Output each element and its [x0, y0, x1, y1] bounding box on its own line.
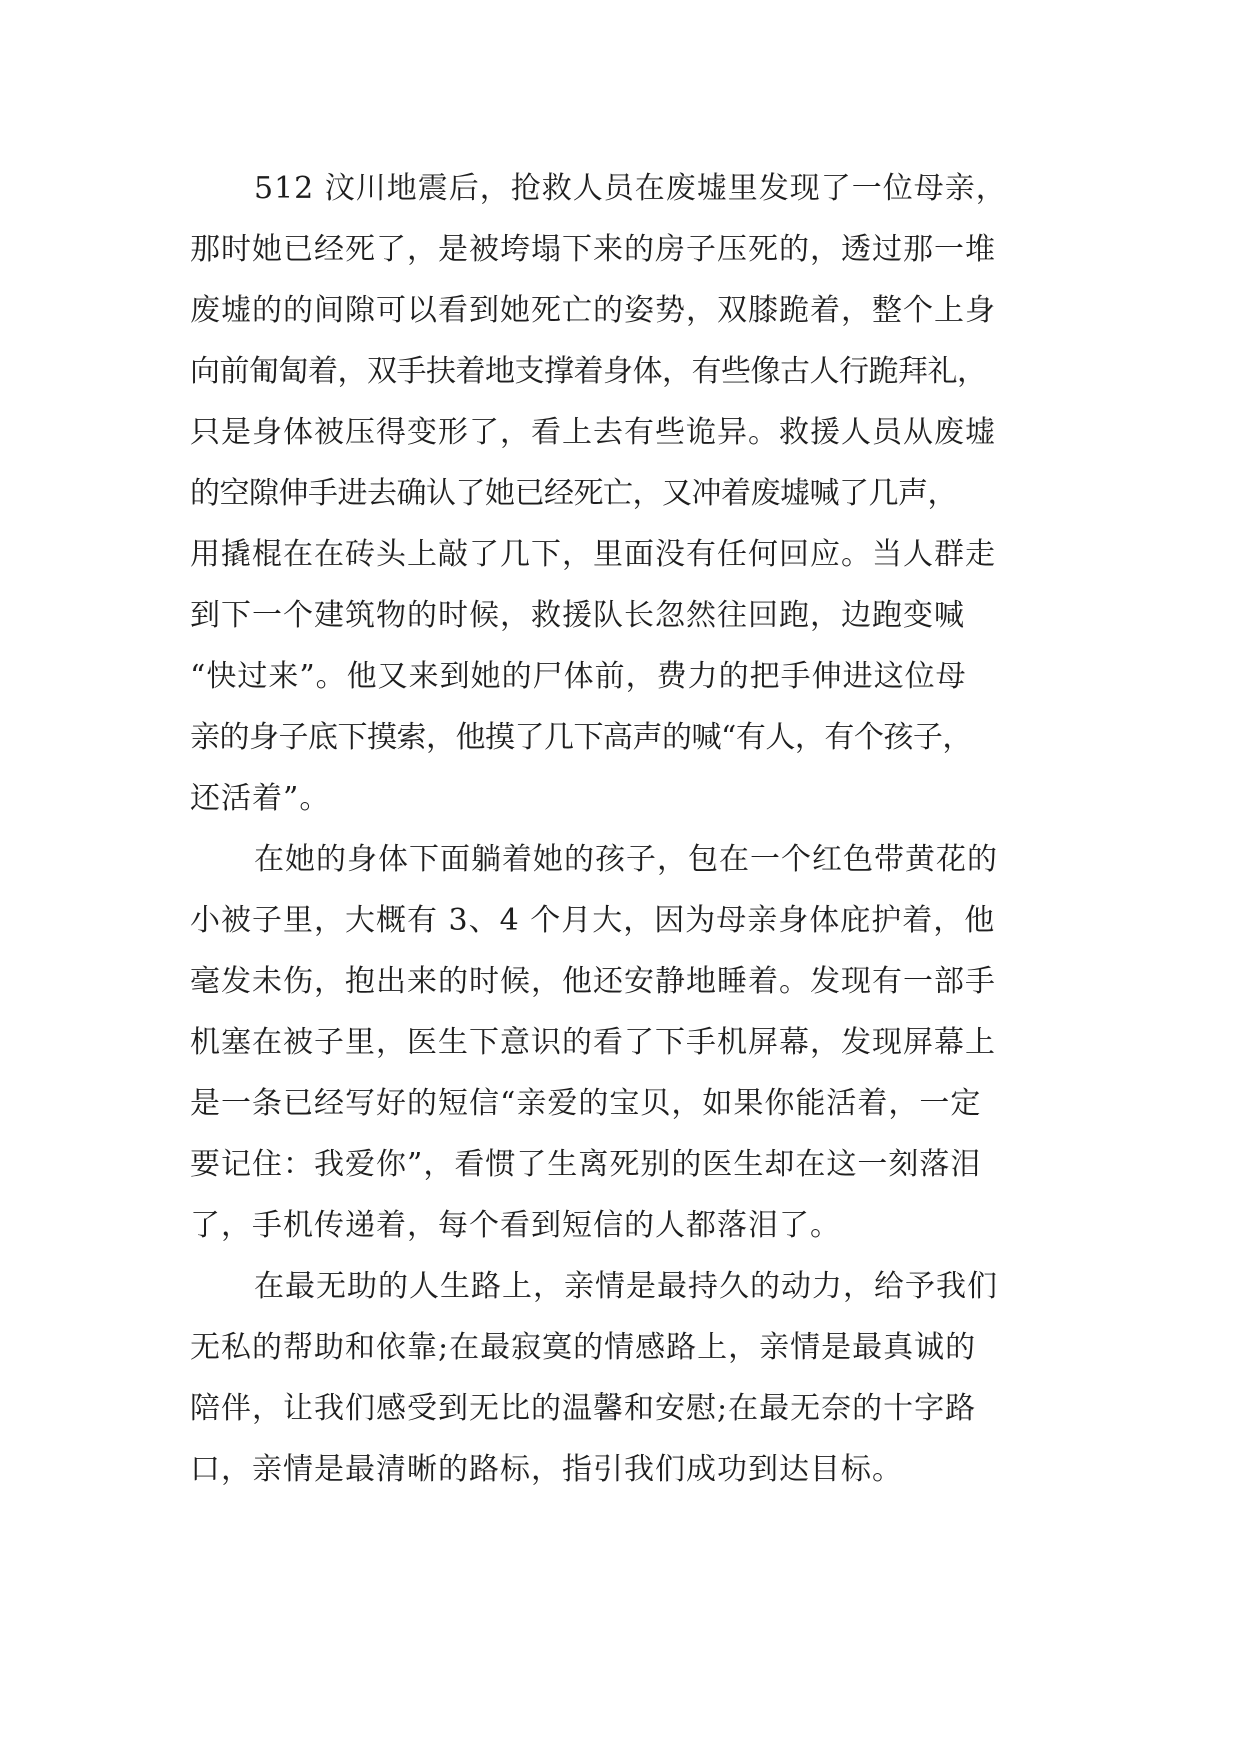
text-line: 的空隙伸手进去确认了她已经死亡，又冲着废墟喊了几声，: [190, 476, 957, 511]
text-line: 了，手机传递着，每个看到短信的人都落泪了。: [190, 1208, 841, 1243]
text-line: 无私的帮助和依靠;在最寂寞的情感路上，亲情是最真诚的: [190, 1330, 977, 1365]
text-line: 那时她已经死了，是被垮塌下来的房子压死的，透过那一堆: [190, 232, 996, 267]
paragraph-1: [190, 158, 1050, 829]
text-line: 机塞在被子里，医生下意识的看了下手机屏幕，发现屏幕上: [190, 1025, 996, 1060]
paragraph-2: [190, 829, 1050, 1256]
text-line: 在她的身体下面躺着她的孩子，包在一个红色带黄花的: [254, 842, 998, 877]
text-line: 512 汶川地震后，抢救人员在废墟里发现了一位母亲，: [254, 171, 1007, 206]
text-line: 到下一个建筑物的时候，救援队长忽然往回跑，边跑变喊: [190, 598, 965, 633]
text-line: 用撬棍在在砖头上敲了几下，里面没有任何回应。当人群走: [190, 537, 996, 572]
paragraph-3: [190, 1256, 1050, 1500]
text-line: 还活着”。: [190, 781, 331, 816]
text-line: 口，亲情是最清晰的路标，指引我们成功到达目标。: [190, 1452, 903, 1487]
text-line: 要记住：我爱你”，看惯了生离死别的医生却在这一刻落泪: [190, 1147, 982, 1182]
text-line: “快过来”。他又来到她的尸体前，费力的把手伸进这位母: [190, 659, 967, 694]
document-body: [190, 158, 1050, 1500]
text-line: 废墟的的间隙可以看到她死亡的姿势，双膝跪着，整个上身: [190, 293, 996, 328]
text-line: 陪伴，让我们感受到无比的温馨和安慰;在最无奈的十字路: [190, 1391, 977, 1426]
text-line: 是一条已经写好的短信“亲爱的宝贝，如果你能活着，一定: [190, 1086, 982, 1121]
text-line: 小被子里，大概有 3、4 个月大，因为母亲身体庇护着，他: [190, 903, 996, 938]
text-line: 在最无助的人生路上，亲情是最持久的动力，给予我们: [254, 1269, 998, 1304]
text-line: 只是身体被压得变形了，看上去有些诡异。救援人员从废墟: [190, 415, 996, 450]
text-line: 毫发未伤，抱出来的时候，他还安静地睡着。发现有一部手: [190, 964, 996, 999]
text-line: 向前匍匐着，双手扶着地支撑着身体，有些像古人行跪拜礼，: [190, 354, 987, 389]
text-line: 亲的身子底下摸索，他摸了几下高声的喊“有人，有个孩子，: [190, 720, 972, 755]
